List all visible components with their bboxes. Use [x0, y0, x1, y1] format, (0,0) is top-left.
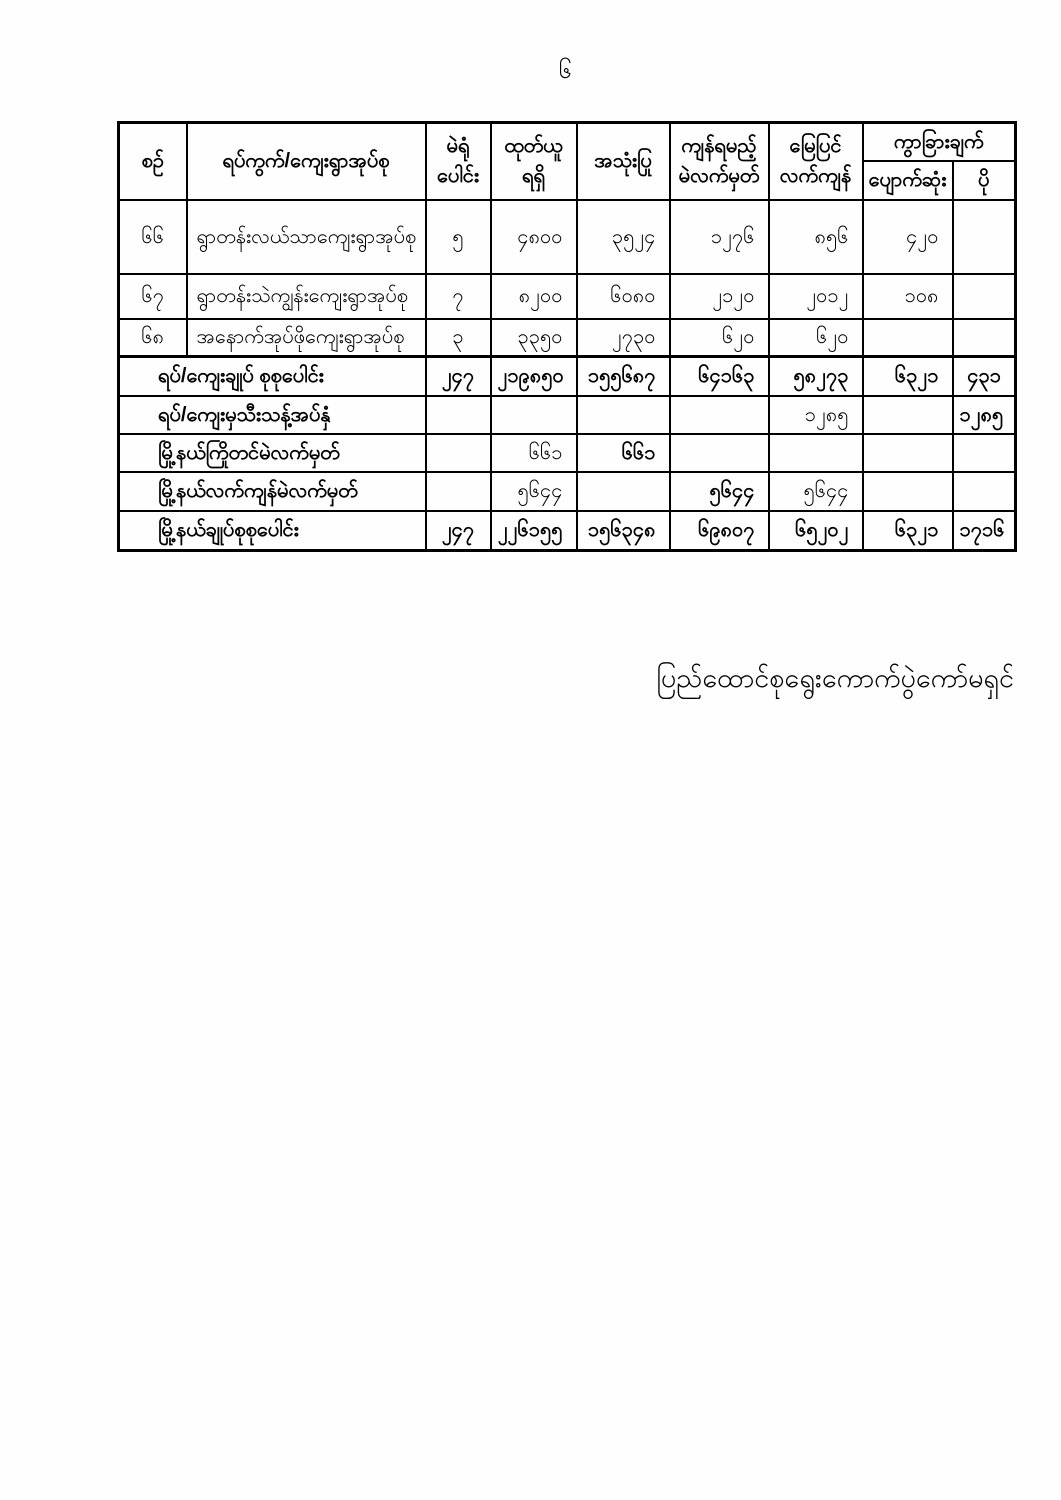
cell-summary-label: ရပ်/ကျေးမှသီးသန့်အပ်နှံ	[119, 396, 426, 434]
cell-used: ၆၆၁	[577, 434, 670, 472]
header-ground-balance	[769, 123, 863, 200]
header-used: အသုံးပြု	[577, 123, 670, 200]
cell-lost	[863, 472, 953, 511]
cell-extra	[953, 434, 1016, 472]
cell-stations	[426, 396, 491, 434]
cell-stations	[426, 434, 491, 472]
cell-summary-label: ရပ်/ကျေးချုပ် စုစုပေါင်း	[119, 357, 426, 396]
cell-village-name: ရွာတန်းသဲကျွန်းကျေးရွာအုပ်စု	[187, 274, 426, 319]
cell-extra	[953, 274, 1016, 319]
cell-lost: ၆၃၂၁	[863, 511, 953, 551]
header-polling-stations-line2: ပေါင်း	[437, 165, 479, 188]
cell-serial: ၆၇	[119, 274, 187, 319]
cell-lost: ၁၀၈	[863, 274, 953, 319]
header-difference: ကွာခြားချက်	[863, 123, 1016, 161]
cell-stations	[426, 472, 491, 511]
cell-remaining	[670, 396, 769, 434]
cell-received: ၅၆၄၄	[491, 472, 577, 511]
cell-extra	[953, 319, 1016, 357]
cell-ground: ၆၂၀	[769, 319, 863, 357]
cell-used: ၁၅၅၆၈၇	[577, 357, 670, 396]
ballot-summary-table	[117, 121, 1017, 552]
cell-lost: ၆၃၂၁	[863, 357, 953, 396]
cell-remaining: ၆၉၈၀၇	[670, 511, 769, 551]
cell-ground: ၂၀၁၂	[769, 274, 863, 319]
cell-stations: ၅	[426, 200, 491, 274]
cell-received: ၃၃၅၀	[491, 319, 577, 357]
signature-line: ပြည်ထောင်စုရွေးကောက်ပွဲကော်မရှင်	[656, 663, 1014, 693]
header-ward-village: ရပ်ကွက်/ကျေးရွာအုပ်စု	[187, 123, 426, 200]
cell-extra: ၁၂၈၅	[953, 396, 1016, 434]
cell-remaining: ၆၄၁၆၃	[670, 357, 769, 396]
cell-received: ၆၆၁	[491, 434, 577, 472]
cell-remaining: ၆၂၀	[670, 319, 769, 357]
cell-used	[577, 396, 670, 434]
summary-row-separate-deposit	[119, 396, 1016, 434]
cell-summary-label: မြို့နယ်ကြိုတင်မဲလက်မှတ်	[119, 434, 426, 472]
cell-lost	[863, 319, 953, 357]
cell-lost	[863, 396, 953, 434]
cell-ground: ၈၅၆	[769, 200, 863, 274]
cell-received	[491, 396, 577, 434]
cell-ground	[769, 434, 863, 472]
header-polling-stations-line1: မဲရုံ	[446, 135, 470, 158]
cell-ground: ၆၅၂၀၂	[769, 511, 863, 551]
header-serial: စဉ်	[119, 123, 187, 200]
cell-ground: ၁၂၈၅	[769, 396, 863, 434]
cell-lost: ၄၂၀	[863, 200, 953, 274]
cell-used: ၁၅၆၃၄၈	[577, 511, 670, 551]
cell-stations: ၇	[426, 274, 491, 319]
cell-serial: ၆၆	[119, 200, 187, 274]
cell-used: ၃၅၂၄	[577, 200, 670, 274]
cell-extra: ၄၃၁	[953, 357, 1016, 396]
cell-ground: ၅၆၄၄	[769, 472, 863, 511]
header-extra: ပို	[953, 161, 1016, 200]
header-lost: ပျောက်ဆုံး	[863, 161, 953, 200]
cell-remaining: ၁၂၇၆	[670, 200, 769, 274]
cell-received: ၂၁၉၈၅၀	[491, 357, 577, 396]
summary-row-ward-village-total	[119, 357, 1016, 396]
summary-row-township-balance-ballots	[119, 472, 1016, 511]
cell-remaining	[670, 434, 769, 472]
header-remaining	[670, 123, 769, 200]
cell-serial: ၆၈	[119, 319, 187, 357]
cell-remaining: ၅၆၄၄	[670, 472, 769, 511]
summary-row-township-grand-total	[119, 511, 1016, 551]
summary-row-township-advance-ballots	[119, 434, 1016, 472]
header-received-line2: ရရှိ	[522, 165, 545, 188]
cell-received: ၄၈၀၀	[491, 200, 577, 274]
cell-village-name: ရွာတန်းလယ်သာကျေးရွာအုပ်စု	[187, 200, 426, 274]
cell-extra	[953, 472, 1016, 511]
header-remaining-line1: ကျန်ရမည့်	[681, 135, 757, 158]
header-remaining-line2: မဲလက်မှတ်	[678, 165, 760, 188]
cell-stations: ၃	[426, 319, 491, 357]
cell-used: ၂၇၃၀	[577, 319, 670, 357]
header-ground-balance-line2: လက်ကျန်	[779, 165, 852, 188]
cell-stations: ၂၄၇	[426, 511, 491, 551]
cell-lost	[863, 434, 953, 472]
cell-ground: ၅၈၂၇၃	[769, 357, 863, 396]
header-received-line1: ထုတ်ယူ	[504, 135, 563, 158]
table-row-67	[119, 274, 1016, 319]
cell-summary-label: မြို့နယ်လက်ကျန်မဲလက်မှတ်	[119, 472, 426, 511]
cell-received: ၂၂၆၁၅၅	[491, 511, 577, 551]
cell-remaining: ၂၁၂၀	[670, 274, 769, 319]
cell-extra	[953, 200, 1016, 274]
cell-received: ၈၂၀၀	[491, 274, 577, 319]
header-ground-balance-line1: မြေပြင်	[789, 135, 842, 158]
cell-extra: ၁၇၁၆	[953, 511, 1016, 551]
table-row-68	[119, 319, 1016, 357]
page-number: ၆	[559, 57, 572, 83]
table-body	[119, 200, 1016, 551]
cell-village-name: အနောက်အုပ်ဖိုကျေးရွာအုပ်စု	[187, 319, 426, 357]
header-received	[491, 123, 577, 200]
cell-stations: ၂၄၇	[426, 357, 491, 396]
header-polling-stations	[426, 123, 491, 200]
table-row-66	[119, 200, 1016, 274]
cell-used	[577, 472, 670, 511]
cell-summary-label: မြို့နယ်ချုပ်စုစုပေါင်း	[119, 511, 426, 551]
table-header	[119, 123, 1016, 200]
cell-used: ၆၀၈၀	[577, 274, 670, 319]
